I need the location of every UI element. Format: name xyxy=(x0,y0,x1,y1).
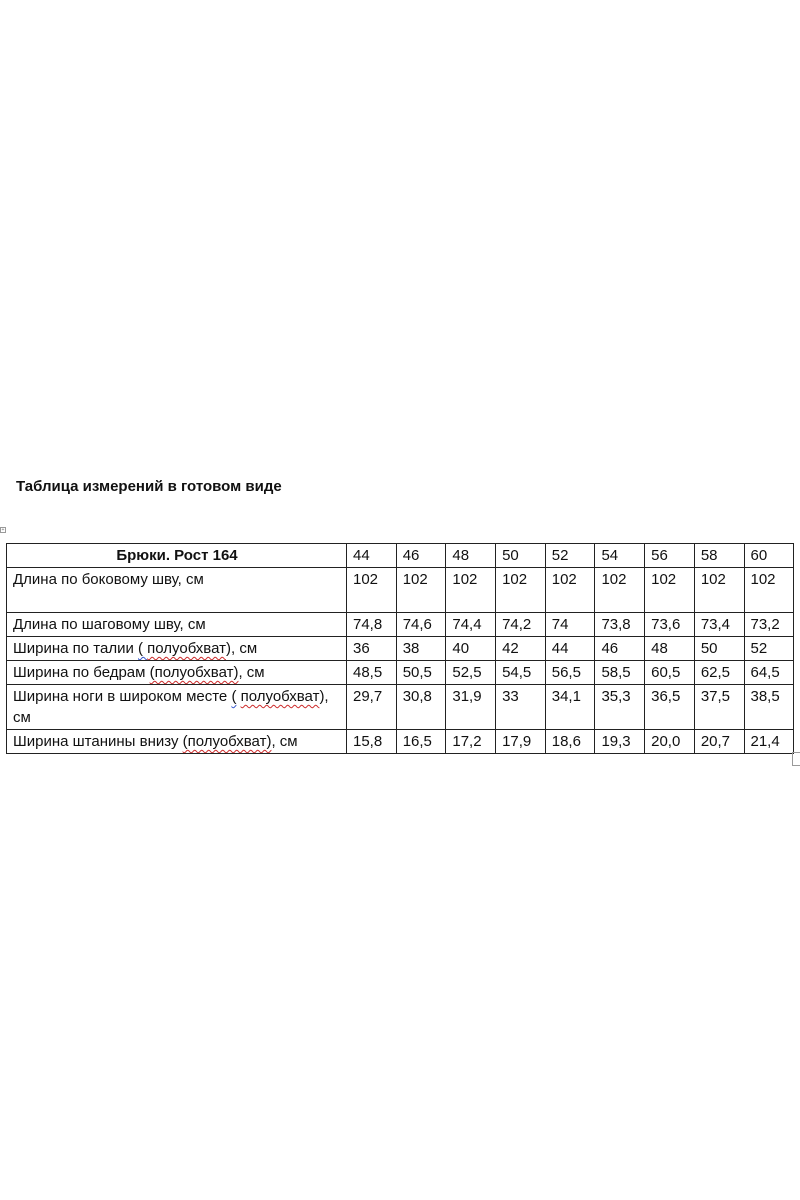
row-label-cell xyxy=(7,730,347,754)
label-text: Ширина штанины внизу xyxy=(13,733,183,750)
size-header-cell: 52 xyxy=(545,544,595,568)
value-cell: 37,5 xyxy=(694,685,744,730)
size-header-cell: 44 xyxy=(347,544,397,568)
table-row xyxy=(7,661,794,685)
value-cell: 31,9 xyxy=(446,685,496,730)
value-cell: 36 xyxy=(347,637,397,661)
table-row xyxy=(7,637,794,661)
measurement-table xyxy=(6,543,794,754)
label-text: Ширина по талии xyxy=(13,640,138,657)
row-label-cell xyxy=(7,685,347,730)
grammar-flag-text: ( xyxy=(231,688,237,705)
table-row xyxy=(7,730,794,754)
value-cell: 33 xyxy=(496,685,546,730)
header-label-cell: Брюки. Рост 164 xyxy=(7,544,347,568)
value-cell: 30,8 xyxy=(396,685,446,730)
size-header-cell: 60 xyxy=(744,544,794,568)
size-header-cell: 58 xyxy=(694,544,744,568)
label-text: , см xyxy=(271,733,298,750)
value-cell: 16,5 xyxy=(396,730,446,754)
value-cell: 62,5 xyxy=(694,661,744,685)
value-cell: 17,2 xyxy=(446,730,496,754)
value-cell: 29,7 xyxy=(347,685,397,730)
value-cell: 54,5 xyxy=(496,661,546,685)
size-header-cell: 50 xyxy=(496,544,546,568)
value-cell: 73,4 xyxy=(694,613,744,637)
value-cell: 18,6 xyxy=(545,730,595,754)
value-cell: 17,9 xyxy=(496,730,546,754)
value-cell: 34,1 xyxy=(545,685,595,730)
row-label-cell xyxy=(7,637,347,661)
value-cell: 102 xyxy=(496,568,546,613)
table-header-row xyxy=(7,544,794,568)
size-header-cell: 56 xyxy=(645,544,695,568)
value-cell: 102 xyxy=(396,568,446,613)
table-resize-handle-icon[interactable] xyxy=(792,752,800,766)
grammar-flag-text: ( xyxy=(138,640,148,657)
label-text: ), см xyxy=(226,640,258,657)
row-label-cell: Длина по боковому шву, см xyxy=(7,568,347,613)
value-cell: 102 xyxy=(595,568,645,613)
value-cell: 38,5 xyxy=(744,685,794,730)
value-cell: 74,4 xyxy=(446,613,496,637)
label-text: Ширина ноги в широком месте xyxy=(13,688,232,705)
value-cell: 74,6 xyxy=(396,613,446,637)
table-row xyxy=(7,568,794,613)
value-cell: 73,2 xyxy=(744,613,794,637)
value-cell: 35,3 xyxy=(595,685,645,730)
document-title: Таблица измерений в готовом виде xyxy=(16,478,282,495)
value-cell: 73,8 xyxy=(595,613,645,637)
value-cell: 40 xyxy=(446,637,496,661)
value-cell: 74 xyxy=(545,613,595,637)
value-cell: 102 xyxy=(347,568,397,613)
spell-flag-text: (полуобхват) xyxy=(182,733,272,750)
size-header-cell: 48 xyxy=(446,544,496,568)
size-header-cell: 54 xyxy=(595,544,645,568)
value-cell: 21,4 xyxy=(744,730,794,754)
value-cell: 20,0 xyxy=(645,730,695,754)
spell-flag-text: полуобхват xyxy=(147,640,226,657)
table-row xyxy=(7,613,794,637)
value-cell: 102 xyxy=(694,568,744,613)
label-text: ), см xyxy=(13,688,329,726)
value-cell: 73,6 xyxy=(645,613,695,637)
label-text: Ширина по бедрам xyxy=(13,664,150,681)
value-cell: 102 xyxy=(545,568,595,613)
value-cell: 52,5 xyxy=(446,661,496,685)
value-cell: 74,2 xyxy=(496,613,546,637)
value-cell: 50 xyxy=(694,637,744,661)
label-text: , см xyxy=(238,664,265,681)
value-cell: 56,5 xyxy=(545,661,595,685)
value-cell: 48 xyxy=(645,637,695,661)
value-cell: 102 xyxy=(645,568,695,613)
value-cell: 58,5 xyxy=(595,661,645,685)
value-cell: 60,5 xyxy=(645,661,695,685)
value-cell: 52 xyxy=(744,637,794,661)
table-row xyxy=(7,685,794,730)
value-cell: 38 xyxy=(396,637,446,661)
value-cell: 46 xyxy=(595,637,645,661)
value-cell: 44 xyxy=(545,637,595,661)
value-cell: 74,8 xyxy=(347,613,397,637)
table-move-handle-icon[interactable]: + xyxy=(1,527,5,533)
value-cell: 102 xyxy=(446,568,496,613)
value-cell: 42 xyxy=(496,637,546,661)
value-cell: 48,5 xyxy=(347,661,397,685)
value-cell: 50,5 xyxy=(396,661,446,685)
row-label-cell: Длина по шаговому шву, см xyxy=(7,613,347,637)
value-cell: 102 xyxy=(744,568,794,613)
value-cell: 36,5 xyxy=(645,685,695,730)
value-cell: 64,5 xyxy=(744,661,794,685)
spell-flag-text: (полуобхват) xyxy=(149,664,239,681)
value-cell: 20,7 xyxy=(694,730,744,754)
row-label-cell xyxy=(7,661,347,685)
size-header-cell: 46 xyxy=(396,544,446,568)
spell-flag-text: полуобхват xyxy=(240,688,320,705)
value-cell: 15,8 xyxy=(347,730,397,754)
value-cell: 19,3 xyxy=(595,730,645,754)
